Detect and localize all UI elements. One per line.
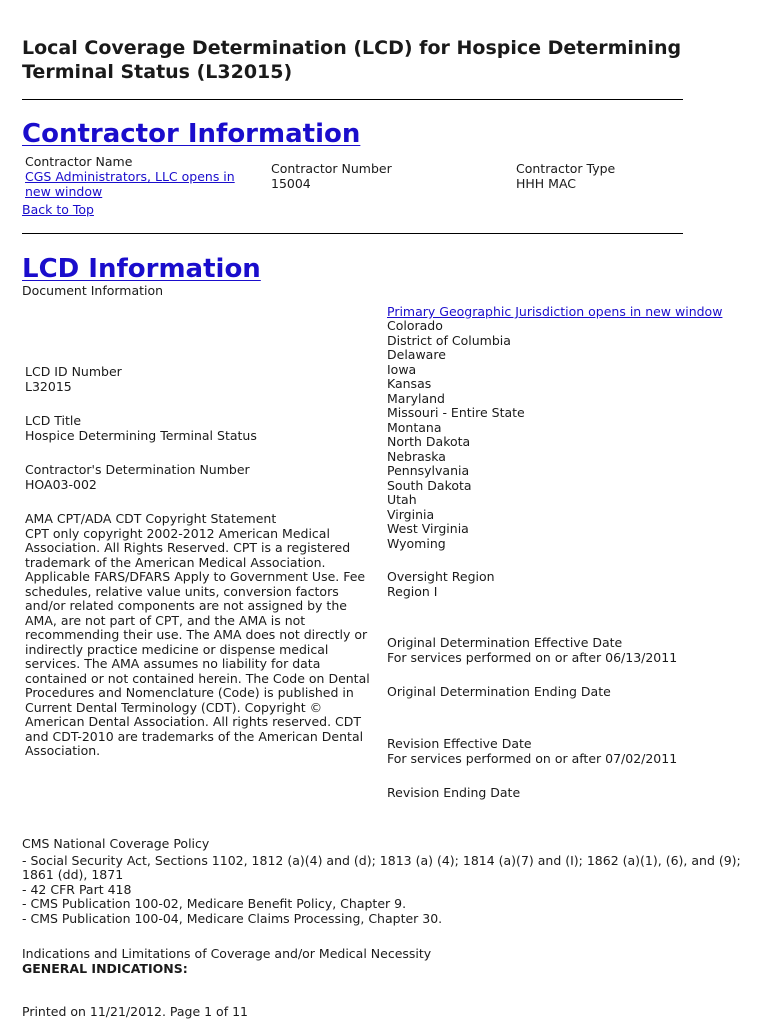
page-title: Local Coverage Determination (LCD) for Hospice Determining Terminal Status (L32015) (22, 37, 682, 83)
jurisdiction-item: Iowa (387, 361, 417, 377)
cms-coverage-policy (22, 837, 742, 926)
revision-effective-value: For services performed on or after 07/02/2011 (387, 750, 678, 766)
original-ending-block (387, 685, 611, 700)
cms-policy-line: - CMS Publication 100-04, Medicare Claims Processing, Chapter 30. (22, 910, 443, 926)
original-effective-block (387, 636, 677, 665)
revision-ending-label: Revision Ending Date (387, 785, 521, 800)
primary-jurisdiction-link[interactable]: Primary Geographic Jurisdiction opens in new window (387, 304, 723, 319)
jurisdiction-item: Kansas (387, 376, 432, 391)
contractor-name-link[interactable]: CGS Administrators, LLC opens in new window (25, 169, 235, 199)
jurisdiction-item: Colorado (387, 318, 443, 333)
determination-number-block (25, 463, 250, 492)
lcd-title-value: Hospice Determining Terminal Status (25, 427, 257, 443)
cms-policy-line: - CMS Publication 100-02, Medicare Benefit Policy, Chapter 9. (22, 896, 407, 911)
jurisdiction-list (387, 319, 525, 551)
lcd-id-label: LCD ID Number (25, 364, 122, 379)
oversight-region-value: Region I (387, 583, 438, 599)
jurisdiction-item: Virginia (387, 506, 435, 522)
divider (22, 233, 683, 234)
cms-policy-line: - Social Security Act, Sections 1102, 1812 (a)(4) and (d); 1813 (a) (4); 1814 (a)(7) and (I); 1862 (a)(1), (6), and (9); 1861 (dd), 1871 (22, 852, 741, 882)
copyright-text: CPT only copyright 2002-2012 American Medical Association. All Rights Reserved. CPT is a registered trademark of the American Medical Association. Applicable FARS/DFARS Apply to Government Use. Fee schedules, relative value units, conversion factors and/or related components are not assigned by the AMA, are not part of CPT, and the AMA is not recommending their use. The AMA does not directly or indirectly practice medicine or dispense medical services. The AMA assumes no liability for data contained or not contained herein. The Code on Dental Procedures and Nomenclature (Code) is published in Current Dental Terminology (CDT). Copyright © American Dental Association. All rights reserved. CDT and CDT-2010 are trademarks of the American Dental Association. (25, 525, 370, 758)
jurisdiction-item: West Virginia (387, 521, 469, 536)
jurisdiction-item: Missouri - Entire State (387, 405, 525, 420)
lcd-id-value: L32015 (25, 378, 72, 394)
determination-number-value: HOA03-002 (25, 476, 97, 492)
copyright-block (25, 512, 377, 759)
contractor-information-heading: Contractor Information (22, 119, 361, 149)
revision-ending-block (387, 786, 520, 801)
cms-policy-label: CMS National Coverage Policy (22, 836, 210, 851)
contractor-number-value: 15004 (271, 176, 311, 191)
jurisdiction-item: Montana (387, 419, 442, 435)
original-effective-value: For services performed on or after 06/13/2011 (387, 649, 678, 665)
jurisdiction-item: Pennsylvania (387, 463, 470, 478)
back-to-top-link[interactable]: Back to Top (22, 202, 94, 217)
determination-number-label: Contractor's Determination Number (25, 462, 250, 477)
copyright-label: AMA CPT/ADA CDT Copyright Statement (25, 511, 277, 526)
document-information-label: Document Information (22, 283, 164, 298)
indications-label: Indications and Limitations of Coverage and/or Medical Necessity (22, 946, 432, 961)
original-ending-label: Original Determination Ending Date (387, 684, 611, 699)
print-footer: Printed on 11/21/2012. Page 1 of 11 (22, 1004, 248, 1019)
contractor-type-label: Contractor Type (516, 161, 616, 176)
oversight-region-block (387, 570, 495, 599)
contractor-type-value: HHH MAC (516, 176, 577, 191)
jurisdiction-item: North Dakota (387, 434, 471, 449)
jurisdiction-item: Maryland (387, 390, 445, 406)
contractor-number-label: Contractor Number (271, 161, 392, 176)
cms-policy-line: - 42 CFR Part 418 (22, 881, 132, 897)
oversight-region-label: Oversight Region (387, 569, 495, 584)
lcd-title-block (25, 414, 257, 443)
jurisdiction-item: South Dakota (387, 477, 472, 493)
jurisdiction-item: Wyoming (387, 535, 446, 551)
jurisdiction-item: District of Columbia (387, 332, 511, 348)
jurisdiction-item: Delaware (387, 347, 446, 362)
lcd-id-block (25, 365, 122, 394)
original-effective-label: Original Determination Effective Date (387, 635, 623, 650)
lcd-information-heading: LCD Information (22, 254, 261, 284)
contractor-name-label: Contractor Name (25, 154, 133, 169)
revision-effective-block (387, 737, 677, 766)
revision-effective-label: Revision Effective Date (387, 736, 532, 751)
jurisdiction-item: Utah (387, 492, 417, 507)
lcd-title-label: LCD Title (25, 413, 82, 428)
general-indications-heading: GENERAL INDICATIONS: (22, 961, 188, 976)
divider (22, 99, 683, 100)
jurisdiction-item: Nebraska (387, 448, 446, 464)
